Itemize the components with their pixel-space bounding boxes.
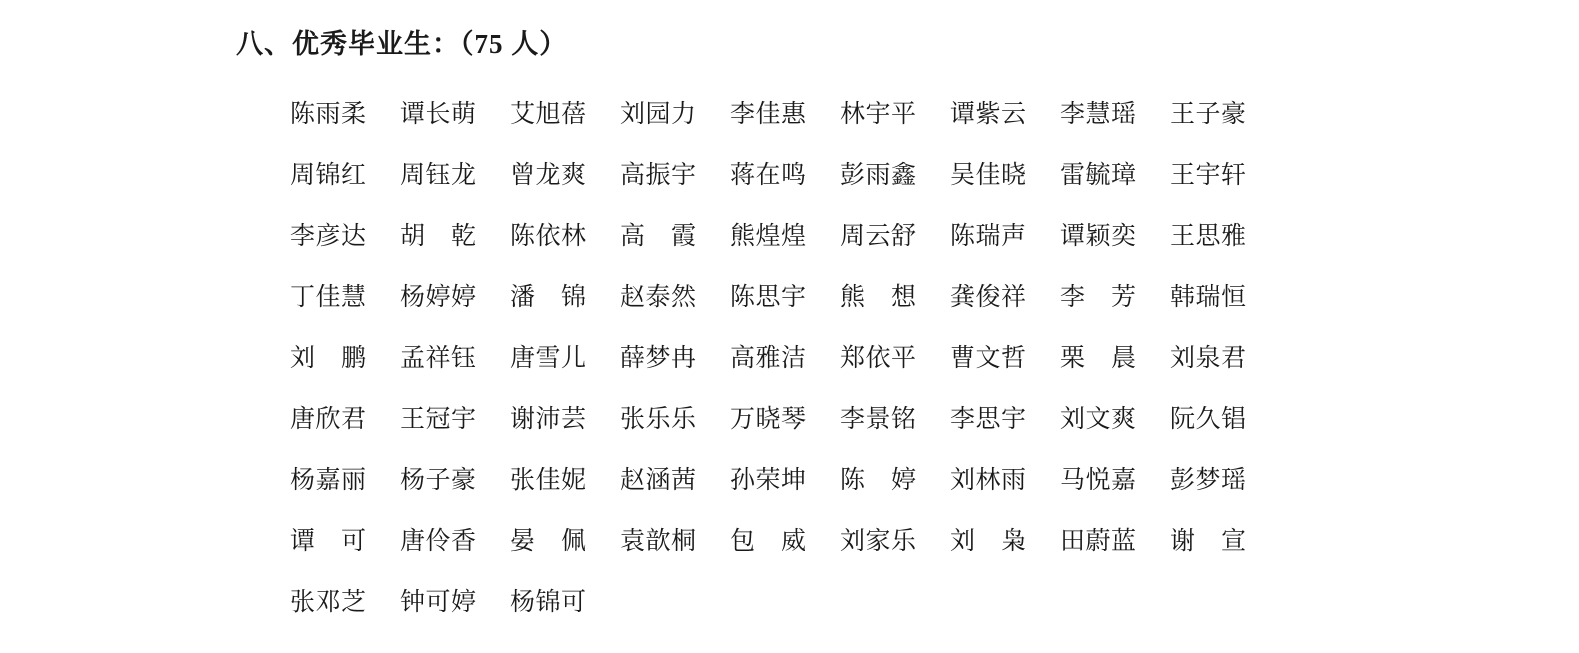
graduate-name: 杨婷婷 [400, 284, 477, 311]
graduate-name: 陈瑞声 [950, 223, 1027, 250]
graduate-name: 刘 鹏 [290, 345, 367, 372]
graduate-name: 陈 婷 [840, 467, 917, 494]
graduate-name: 王冠宇 [400, 406, 477, 433]
graduate-name: 周锦红 [290, 162, 367, 189]
graduate-name: 谭长萌 [400, 101, 477, 128]
graduate-name: 万晓琴 [730, 406, 807, 433]
graduate-name: 李 芳 [1060, 284, 1137, 311]
graduate-name: 孙荣坤 [730, 467, 807, 494]
graduate-name: 郑依平 [840, 345, 917, 372]
graduate-name: 杨锦可 [510, 589, 587, 616]
graduate-name: 唐欣君 [290, 406, 367, 433]
graduate-name: 刘文爽 [1060, 406, 1137, 433]
graduate-name: 刘家乐 [840, 528, 917, 555]
graduate-name: 赵涵茜 [620, 467, 697, 494]
graduate-name: 胡 乾 [400, 223, 477, 250]
graduate-name: 潘 锦 [510, 284, 587, 311]
graduate-name: 高 霞 [620, 223, 697, 250]
graduate-name: 张邓芝 [290, 589, 367, 616]
graduate-name: 钟可婷 [400, 589, 477, 616]
graduate-name: 丁佳慧 [290, 284, 367, 311]
graduate-name: 雷毓璋 [1060, 162, 1137, 189]
graduate-name: 张佳妮 [510, 467, 587, 494]
graduate-name: 王思雅 [1170, 223, 1247, 250]
section-title: 八、优秀毕业生：（75 人） [236, 29, 568, 59]
graduate-name: 韩瑞恒 [1170, 284, 1247, 311]
graduate-name: 张乐乐 [620, 406, 697, 433]
graduate-name: 李佳惠 [730, 101, 807, 128]
graduate-name: 谭颖奕 [1060, 223, 1137, 250]
graduate-name: 谭 可 [290, 528, 367, 555]
graduate-name: 熊煌煌 [730, 223, 807, 250]
graduate-names-grid [290, 84, 1280, 633]
graduate-name: 熊 想 [840, 284, 917, 311]
graduate-name: 田蔚蓝 [1060, 528, 1137, 555]
graduate-name: 王宇轩 [1170, 162, 1247, 189]
graduate-name: 陈雨柔 [290, 101, 367, 128]
graduate-name: 彭雨鑫 [840, 162, 917, 189]
graduate-name: 高振宇 [620, 162, 697, 189]
graduate-name: 薛梦冉 [620, 345, 697, 372]
graduate-name: 周钰龙 [400, 162, 477, 189]
graduate-name: 周云舒 [840, 223, 917, 250]
graduate-name: 李思宇 [950, 406, 1027, 433]
graduate-name: 陈依林 [510, 223, 587, 250]
graduate-name: 刘园力 [620, 101, 697, 128]
graduate-name: 吴佳晓 [950, 162, 1027, 189]
graduate-name: 刘林雨 [950, 467, 1027, 494]
graduate-name: 阮久锠 [1170, 406, 1247, 433]
graduate-name: 赵泰然 [620, 284, 697, 311]
graduate-name: 刘 枭 [950, 528, 1027, 555]
graduate-name: 孟祥钰 [400, 345, 477, 372]
graduate-name: 唐伶香 [400, 528, 477, 555]
graduate-name: 艾旭蓓 [510, 101, 587, 128]
graduate-name: 谢 宣 [1170, 528, 1247, 555]
graduate-name: 包 威 [730, 528, 807, 555]
graduate-name: 谭紫云 [950, 101, 1027, 128]
graduate-name: 曾龙爽 [510, 162, 587, 189]
graduate-name: 袁歆桐 [620, 528, 697, 555]
graduate-name: 杨子豪 [400, 467, 477, 494]
graduate-name: 李景铭 [840, 406, 917, 433]
graduate-name: 谢沛芸 [510, 406, 587, 433]
graduate-name: 王子豪 [1170, 101, 1247, 128]
graduate-name: 唐雪儿 [510, 345, 587, 372]
graduate-name: 李慧瑶 [1060, 101, 1137, 128]
graduate-name: 林宇平 [840, 101, 917, 128]
graduate-name: 彭梦瑶 [1170, 467, 1247, 494]
graduate-name: 曹文哲 [950, 345, 1027, 372]
graduate-name: 陈思宇 [730, 284, 807, 311]
graduate-name: 李彦达 [290, 223, 367, 250]
graduate-name: 蒋在鸣 [730, 162, 807, 189]
graduate-name: 杨嘉丽 [290, 467, 367, 494]
graduate-name: 高雅洁 [730, 345, 807, 372]
graduate-name: 栗 晨 [1060, 345, 1137, 372]
graduate-name: 晏 佩 [510, 528, 587, 555]
graduate-name: 龚俊祥 [950, 284, 1027, 311]
graduate-name: 马悦嘉 [1060, 467, 1137, 494]
graduate-name: 刘泉君 [1170, 345, 1247, 372]
